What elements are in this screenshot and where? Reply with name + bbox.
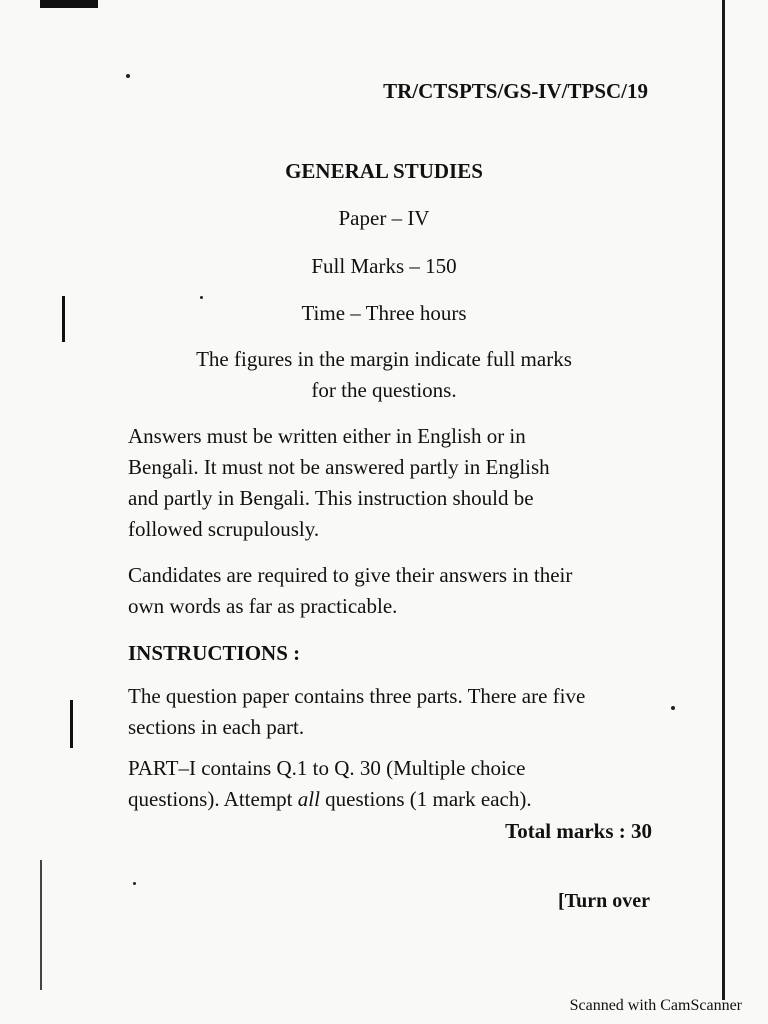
paragraph-line: sections in each part. — [128, 715, 305, 739]
turn-over-note: [Turn over — [557, 890, 650, 912]
own-words-instruction — [128, 560, 650, 622]
paragraph-line: own words as far as practicable. — [128, 594, 398, 618]
paragraph-line: The question paper contains three parts. There are five — [128, 684, 586, 708]
paragraph-line: PART–I contains Q.1 to Q. 30 (Multiple choice — [128, 756, 526, 780]
scan-speck — [133, 882, 136, 885]
paragraph-line: Bengali. It must not be answered partly in English — [128, 455, 550, 479]
scan-speck — [126, 74, 130, 78]
scan-margin-mark — [70, 700, 73, 748]
paragraph-line: and partly in Bengali. This instruction should be — [128, 486, 534, 510]
instructions-heading: INSTRUCTIONS : — [128, 641, 301, 665]
page-title: GENERAL STUDIES — [285, 159, 483, 183]
paragraph-line: followed scrupulously. — [128, 517, 320, 541]
total-marks: Total marks : 30 — [505, 819, 652, 843]
emphasis-all: all — [297, 787, 320, 811]
scan-page-edge — [722, 0, 725, 1000]
text-run: questions (1 mark each). — [319, 787, 532, 811]
paper-reference-code: TR/CTSPTS/GS-IV/TPSC/19 — [383, 79, 648, 103]
figures-note-line: for the questions. — [311, 378, 457, 402]
full-marks: Full Marks – 150 — [311, 254, 457, 278]
figures-note — [0, 344, 768, 406]
paper-number: Paper – IV — [338, 206, 430, 230]
parts-instruction — [128, 681, 650, 743]
text-run: questions). Attempt — [128, 787, 298, 811]
scanner-watermark: Scanned with CamScanner — [569, 997, 742, 1014]
paragraph-line: Answers must be written either in English or in — [128, 424, 526, 448]
scan-speck — [671, 706, 675, 710]
paragraph-line: Candidates are required to give their answers in their — [128, 563, 573, 587]
figures-note-line: The figures in the margin indicate full marks — [196, 347, 572, 371]
paragraph-line — [128, 784, 650, 815]
scan-left-border — [40, 860, 42, 990]
language-instruction — [128, 421, 650, 545]
time-allowed: Time – Three hours — [301, 301, 467, 325]
part-one-instruction — [128, 753, 650, 815]
scan-corner-mark — [40, 0, 98, 8]
